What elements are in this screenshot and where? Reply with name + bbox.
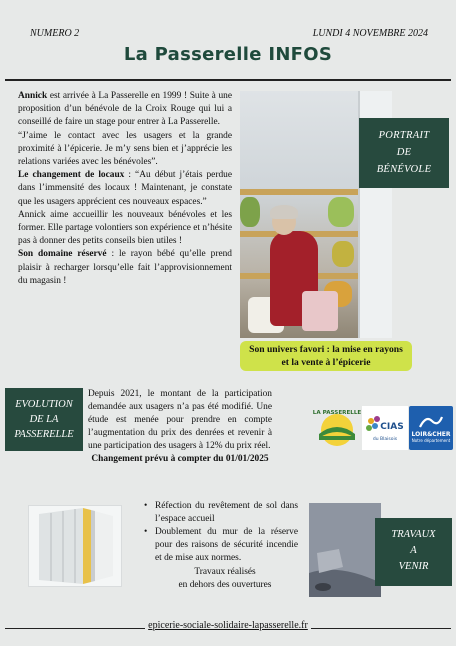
portrait-label: PORTRAIT DE BÉNÉVOLE — [359, 118, 449, 188]
photo-caption: Son univers favori : la mise en rayons et la vente à l’épicerie — [240, 341, 412, 371]
header-divider — [5, 79, 451, 81]
cias-logo: CIAS du Blaisois — [362, 406, 408, 450]
works-note: Travaux réalisés en dehors des ouvertures — [178, 567, 272, 590]
article-paragraph: Le changement de locaux : “Au début j’étais perdue dans l’immensité des locaux ! Maintenant, je constate que les usagers apprécient ces nouveaux espaces.” — [18, 170, 233, 207]
evolution-highlight: Changement prévu à compter du 01/01/2025 — [91, 454, 269, 464]
article-paragraph: Son domaine réservé : le rayon bébé qu’elle prend plaisir à recharger lorsqu’elle fait l’approvisionnement du magasin ! — [18, 249, 232, 286]
article-paragraph: Annick aime accueillir les nouveaux bénévoles et les former. Elle partage volontiers son expérience et n’hésite pas à donner des petits conseils bien utiles ! — [18, 209, 232, 247]
footer — [0, 620, 456, 631]
evolution-text: Depuis 2021, le montant de la participation demandée aux usagers n’a pas été modifié. Une étude est menée pour prendre en compte l’augmentation du prix des denrées et revenir à une participation des usagers à 12% du prix réel. Changement prévu à compter du 01/01/2025 — [88, 389, 272, 464]
newsletter-title: La Passerelle INFOS — [123, 44, 333, 65]
planned-works — [140, 500, 298, 592]
portrait-article — [18, 90, 232, 288]
works-photo — [309, 503, 381, 597]
issue-number: NUMERO 2 — [30, 28, 80, 39]
wall-doubling-sketch — [28, 505, 122, 587]
list-item: • Réfection du revêtement de sol dans l’espace accueil — [140, 500, 298, 526]
issue-date: LUNDI 4 NOVEMBRE 2024 — [312, 28, 428, 39]
loir-et-cher-logo: LOIR&CHER Notre département — [409, 406, 453, 450]
svg-text:CIAS: CIAS — [380, 421, 404, 432]
website-link[interactable]: epicerie-sociale-solidaire-lapasserelle.fr — [145, 620, 311, 631]
article-paragraph: Annick est arrivée à La Passerelle en 1999 ! Suite à une proposition d’un bénévole de la Croix Rouge qui lui a conseillé de faire un stage pour entrer à La Passerelle. — [18, 91, 232, 128]
list-item: • Doublement du mur de la réserve pour des raisons de sécurité incendie et de mise aux normes. — [140, 526, 298, 565]
svg-text:LA PASSERELLE: LA PASSERELLE — [313, 410, 361, 416]
article-quote: “J’aime le contact avec les usagers et la grande proximité à l’épicerie. Je m’y sens bien et j’apprécie les relations variées avec les bénévoles”. — [18, 130, 232, 168]
passerelle-logo — [313, 404, 361, 448]
travaux-label: TRAVAUX A VENIR — [375, 518, 452, 586]
volunteer-name: Annick — [18, 91, 48, 101]
evolution-label: EVOLUTION DE LA PASSERELLE — [5, 388, 83, 451]
